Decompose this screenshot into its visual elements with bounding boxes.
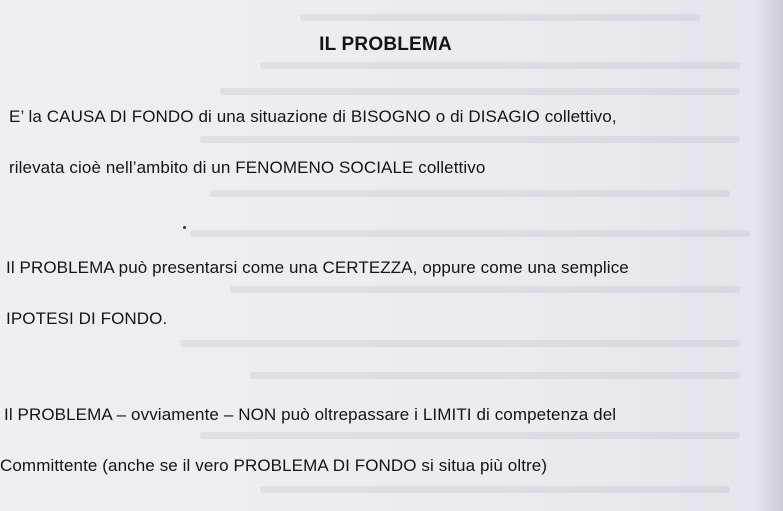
paragraph-1-line-2: rilevata cioè nell’ambito di un FENOMENO SOCIALE collettivo: [9, 158, 486, 177]
document-title: IL PROBLEMA: [319, 34, 452, 55]
paragraph-3-line-2: Committente (anche se il vero PROBLEMA DI FONDO si situa più oltre): [0, 456, 548, 475]
paragraph-2-line-1: Il PROBLEMA può presentarsi come una CERTEZZA, oppure come una semplice: [6, 258, 629, 277]
paragraph-2-line-2: IPOTESI DI FONDO.: [6, 309, 168, 328]
paragraph-1-line-1: E’ la CAUSA DI FONDO di una situazione di BISOGNO o di DISAGIO collettivo,: [9, 107, 617, 126]
page-edge-shadow: [757, 0, 783, 511]
scan-speck: [183, 226, 186, 229]
paragraph-3-line-1: Il PROBLEMA – ovviamente – NON può oltrepassare i LIMITI di competenza del: [4, 405, 617, 424]
